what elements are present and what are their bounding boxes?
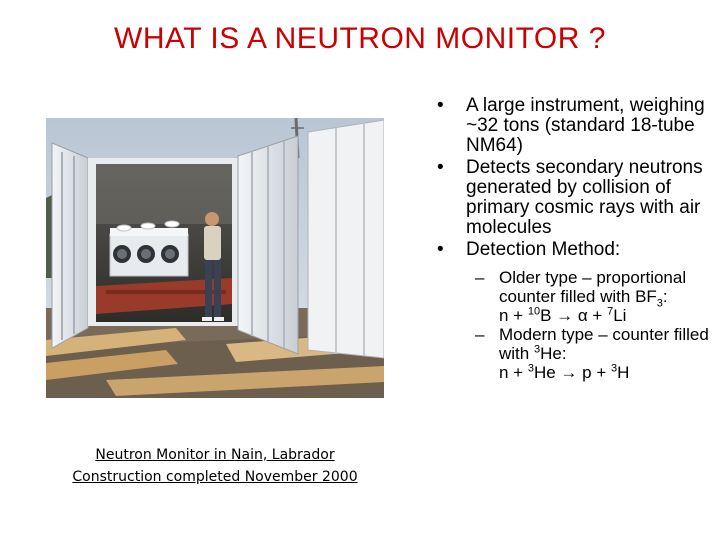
photo-caption <box>46 444 384 488</box>
bullet-dot-icon: • <box>437 157 444 178</box>
superscript: 10 <box>527 305 541 318</box>
superscript: 7 <box>607 305 614 318</box>
bullet-text: Detection Method: <box>466 239 621 260</box>
superscript: 3 <box>610 362 618 375</box>
sub-bullet-older <box>423 268 713 325</box>
equation-part: n + <box>499 363 528 382</box>
dash-icon: – <box>475 268 485 287</box>
bullet-text: A large instrument, weighing ~32 tons (standard 18-tube NM64) <box>466 95 705 156</box>
subscript: 3 <box>656 297 663 310</box>
superscript: 3 <box>527 362 534 375</box>
sub-bullet-text: Older type – proportional counter filled with BF <box>499 268 687 306</box>
sub-bullet-text: Modern type – counter filled with <box>499 325 709 363</box>
equation-part: Li <box>613 306 627 325</box>
equation-part: n + <box>499 306 528 325</box>
bullet-item <box>423 158 713 238</box>
superscript: 3 <box>533 343 541 356</box>
bullet-dot-icon: • <box>437 239 444 260</box>
equation-part: He → p + <box>533 363 611 382</box>
sub-bullet-modern <box>423 325 713 382</box>
sub-bullet-text: He: <box>540 344 567 363</box>
colon: : <box>662 287 668 306</box>
slide-title: WHAT IS A NEUTRON MONITOR ? <box>114 22 606 55</box>
bullet-item <box>423 96 713 156</box>
bullet-item <box>423 240 713 260</box>
caption-line-1: Neutron Monitor in Nain, Labrador <box>95 447 335 463</box>
caption-line-2: Construction completed November 2000 <box>72 469 358 485</box>
dash-icon: – <box>475 325 485 344</box>
bullet-text: Detects secondary neutrons generated by collision of primary cosmic rays with air molecules <box>466 157 703 238</box>
bullet-dot-icon: • <box>437 95 444 116</box>
equation-part: H <box>617 363 630 382</box>
bullet-list <box>423 96 713 382</box>
equation-part: B → α + <box>540 306 608 325</box>
neutron-monitor-photo <box>46 118 384 398</box>
